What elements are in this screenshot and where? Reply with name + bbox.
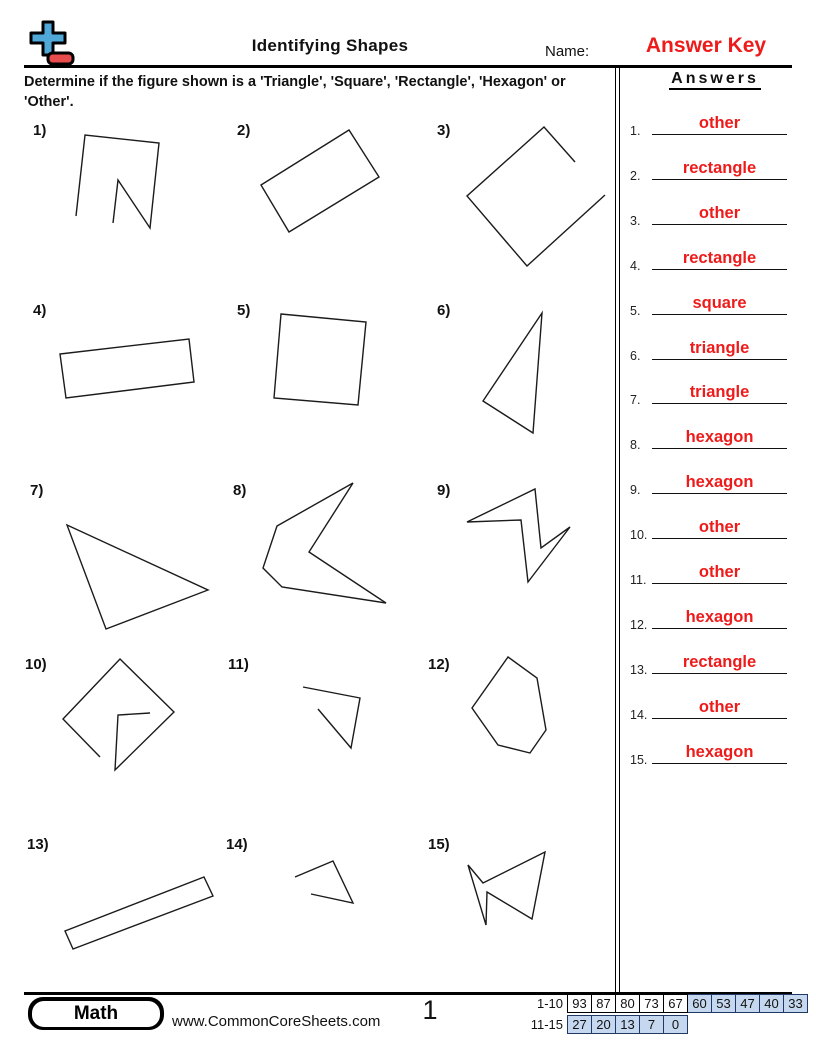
score-cell: 0 [664, 1015, 688, 1034]
score-cell: 53 [712, 994, 736, 1013]
answer-value: other [698, 563, 741, 581]
figure-8 [263, 483, 386, 603]
score-row-2 [527, 1015, 688, 1035]
name-label: Name: [545, 43, 590, 60]
answer-number: 1. [630, 124, 641, 138]
answer-key-label: Answer Key [645, 34, 767, 57]
figure-12 [472, 657, 546, 753]
question-number-11: 11) [228, 656, 249, 673]
answer-blank-line [652, 718, 787, 719]
answer-number: 10. [630, 528, 648, 543]
answer-blank-line [652, 314, 787, 315]
answer-row-2 [626, 143, 792, 183]
answer-blank-line [652, 448, 787, 449]
score-range-label: 1-10 [536, 995, 563, 1011]
figure-4 [60, 339, 194, 398]
question-number-15: 15) [428, 836, 450, 853]
question-number-6: 6) [437, 302, 451, 319]
answer-blank-line [652, 359, 787, 360]
question-number-4: 4) [33, 302, 47, 319]
figure-11 [303, 687, 360, 748]
figure-5 [274, 314, 366, 405]
answer-value: rectangle [682, 248, 757, 267]
figure-7 [67, 525, 208, 629]
score-row-1 [527, 994, 808, 1014]
question-number-7: 7) [30, 482, 44, 499]
answer-value: square [692, 293, 747, 312]
site-url[interactable]: www.CommonCoreSheets.com [172, 1013, 381, 1030]
score-cell: 47 [736, 994, 760, 1013]
answer-value: hexagon [685, 428, 754, 447]
answer-number: 7. [630, 393, 641, 408]
question-number-5: 5) [237, 302, 251, 319]
answer-blank-line [652, 134, 787, 135]
answer-number: 11. [630, 573, 647, 587]
instructions-text: Determine if the figure shown is a 'Triangle', 'Square', 'Rectangle', 'Hexagon' or 'Other'. [24, 74, 566, 111]
subject-label: Math [32, 1001, 160, 1027]
answer-number: 13. [630, 662, 648, 677]
figure-14 [295, 861, 353, 903]
question-number-13: 13) [27, 836, 49, 853]
question-number-10: 10) [25, 656, 47, 673]
score-cell: 20 [592, 1015, 616, 1034]
question-number-12: 12) [428, 656, 450, 673]
answer-blank-line [652, 493, 787, 494]
score-cell: 40 [760, 994, 784, 1013]
figure-9 [467, 489, 570, 582]
answer-value: other [698, 203, 741, 222]
figure-13 [65, 877, 213, 949]
question-number-3: 3) [437, 122, 451, 139]
commoncoresheets-logo-icon [24, 18, 78, 68]
score-cell: 33 [784, 994, 808, 1013]
answer-row-15 [626, 727, 792, 767]
score-range-label: 11-15 [530, 1016, 563, 1032]
question-number-1: 1) [33, 122, 47, 139]
figure-1 [76, 135, 159, 228]
answer-value: other [698, 518, 741, 537]
answer-row-1 [626, 98, 792, 138]
answer-blank-line [652, 583, 787, 584]
answer-row-5 [626, 278, 792, 318]
answer-value: triangle [689, 383, 750, 402]
figure-15 [468, 852, 545, 925]
question-number-9: 9) [437, 482, 451, 499]
answer-row-6 [626, 323, 792, 363]
figure-10 [63, 659, 174, 770]
answer-value: other [698, 114, 741, 132]
score-cell: 67 [664, 994, 688, 1013]
answer-value: hexagon [685, 607, 754, 626]
score-cell: 93 [568, 994, 592, 1013]
answer-row-4 [626, 233, 792, 273]
answer-number: 3. [630, 213, 641, 228]
answer-value: other [698, 697, 741, 716]
answer-row-9 [626, 457, 792, 497]
answer-row-11 [626, 547, 792, 587]
answer-blank-line [652, 673, 787, 674]
score-cell: 87 [592, 994, 616, 1013]
score-cell: 13 [616, 1015, 640, 1034]
figure-6 [483, 313, 542, 433]
answers-title: Answers [638, 70, 792, 88]
answer-blank-line [652, 269, 787, 270]
answer-blank-line [652, 179, 787, 180]
answer-number: 8. [630, 438, 641, 453]
answer-blank-line [652, 403, 787, 404]
answer-value: hexagon [685, 473, 754, 492]
subject-badge [28, 997, 164, 1030]
question-number-14: 14) [226, 836, 248, 853]
score-cell: 7 [640, 1015, 664, 1034]
answer-row-12 [626, 592, 792, 632]
answer-row-14 [626, 682, 792, 722]
answer-value: triangle [689, 338, 750, 357]
answer-number: 12. [630, 617, 648, 632]
answer-row-8 [626, 412, 792, 452]
answer-number: 6. [630, 348, 641, 363]
score-cell: 60 [688, 994, 712, 1013]
answer-value: hexagon [685, 742, 754, 761]
answer-row-7 [626, 367, 792, 407]
answer-blank-line [652, 224, 787, 225]
answer-row-13 [626, 637, 792, 677]
answer-row-10 [626, 502, 792, 542]
answer-row-3 [626, 188, 792, 228]
answer-number: 4. [630, 258, 641, 273]
page-number: 1 [422, 995, 438, 1025]
answer-number: 2. [630, 168, 641, 183]
answer-number: 5. [630, 303, 641, 318]
answer-number: 9. [630, 483, 641, 498]
answer-number: 14. [630, 707, 648, 722]
question-number-8: 8) [233, 482, 247, 499]
answer-blank-line [652, 628, 787, 629]
figure-2 [261, 130, 379, 232]
score-cell: 27 [568, 1015, 592, 1034]
answers-divider [615, 68, 620, 993]
score-cell: 80 [616, 994, 640, 1013]
answer-blank-line [652, 538, 787, 539]
header-rule [24, 65, 792, 68]
figure-3 [467, 127, 605, 266]
answer-number: 15. [630, 752, 648, 767]
answer-blank-line [652, 763, 787, 764]
score-cell: 73 [640, 994, 664, 1013]
page-title: Identifying Shapes [251, 36, 409, 55]
question-number-2: 2) [237, 122, 251, 139]
answer-value: rectangle [682, 158, 757, 177]
answer-value: rectangle [682, 652, 757, 671]
